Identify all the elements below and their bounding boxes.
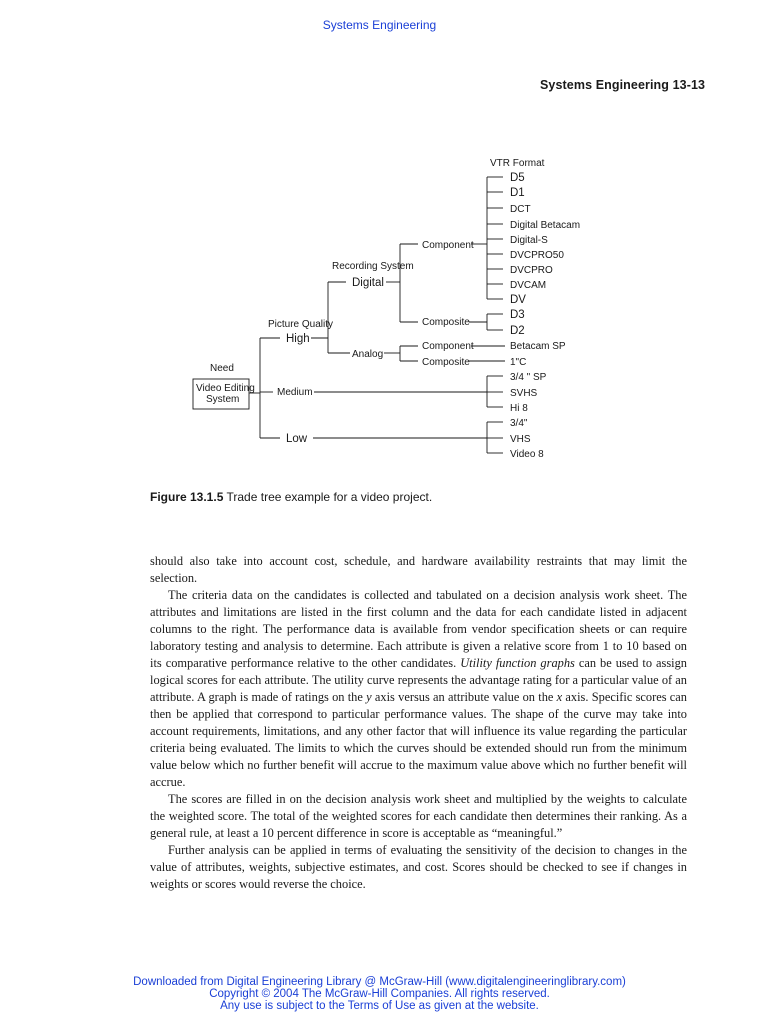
y-variable: y xyxy=(366,690,372,704)
svg-text:D3: D3 xyxy=(510,309,525,321)
format-digital-betacam xyxy=(487,220,580,231)
format-d2 xyxy=(487,325,525,337)
format-d3 xyxy=(487,309,525,321)
trade-tree-figure xyxy=(0,0,759,480)
format-dvcam xyxy=(487,280,546,291)
svg-text:DVCPRO50: DVCPRO50 xyxy=(510,250,564,261)
footer-copyright: Copyright © 2004 The McGraw-Hill Companies. All rights reserved. xyxy=(209,988,550,1000)
running-head: Systems Engineering 13-13 xyxy=(540,78,706,92)
svg-text:Video 8: Video 8 xyxy=(510,449,544,460)
analog-component-label: Component xyxy=(422,341,474,352)
svg-text:Digital Betacam: Digital Betacam xyxy=(510,220,581,231)
x-variable: x xyxy=(556,690,563,704)
svg-text:Digital-S: Digital-S xyxy=(510,235,548,246)
format-vhs xyxy=(487,434,531,445)
format-hi8 xyxy=(487,403,528,414)
svg-text:Betacam SP: Betacam SP xyxy=(510,341,566,352)
footer xyxy=(0,976,759,1012)
format-d1 xyxy=(487,187,525,199)
svg-text:DV: DV xyxy=(510,294,526,306)
paragraph-1: should also take into account cost, schedule, and hardware availability restraints that may limit the selection. xyxy=(150,554,687,585)
footer-download-link[interactable]: Downloaded from Digital Engineering Library @ McGraw-Hill (www.digitalengineeringlibrary.com) xyxy=(133,976,626,988)
format-3-4 xyxy=(487,418,528,429)
analog-label: Analog xyxy=(352,349,384,360)
format-3-4-sp xyxy=(487,372,547,383)
paragraph-4: Further analysis can be applied in terms of evaluating the sensitivity of the decision to changes in the value of attributes, weights, subjective estimates, and cost. Scores should be checked to see if changes in weights or scores would reverse the choice. xyxy=(150,843,687,891)
format-digital-s xyxy=(487,235,548,246)
svg-text:Hi 8: Hi 8 xyxy=(510,403,528,414)
analog-composite-label: Composite xyxy=(422,357,470,368)
paragraph-3: The scores are filled in on the decision analysis work sheet and multiplied by the weights to calculate the weighted score. The total of the weighted scores for each candidate then determines their ranking. As a general rule, at least a 10 percent difference in score is acceptable as “meaningful.” xyxy=(150,792,687,840)
format-video8 xyxy=(487,449,544,460)
figure-caption xyxy=(150,490,432,504)
format-dvcpro50 xyxy=(487,250,564,261)
digital-label: Digital xyxy=(352,277,384,289)
paragraph-2-b: can be used to assign logical scores for each attribute. The utility curve represents the advantage rating for a particular value of an attribute. A graph is made of ratings on the xyxy=(150,656,687,704)
footer-terms-link[interactable]: Any use is subject to the Terms of Use as given at the website. xyxy=(220,1000,539,1012)
format-dv xyxy=(487,294,526,306)
format-dct xyxy=(487,204,531,215)
paragraph-2-a: The criteria data on the candidates is collected and tabulated on a decision analysis work sheet. The attributes and limitations are listed in the first column and the data for each candidate listed in adjacent columns to the right. The performance data is available from vendor specification sheets or can require laboratory testing and analysis to determine. Each attribute is given a relative score from 1 to 10 based on its comparative performance relative to the other candidates. xyxy=(150,588,687,670)
need-box-line2: System xyxy=(206,394,240,405)
svg-text:D2: D2 xyxy=(510,325,525,337)
need-label: Need xyxy=(210,363,234,374)
svg-text:1"C: 1"C xyxy=(510,357,527,368)
format-betacam-sp xyxy=(510,341,566,352)
svg-text:VHS: VHS xyxy=(510,434,531,445)
format-svhs xyxy=(487,388,538,399)
paragraph-2-c: axis versus an attribute value on the xyxy=(374,690,554,704)
paragraph-2 xyxy=(150,587,687,791)
utility-function-graphs-term: Utility function graphs xyxy=(460,656,575,670)
high-label: High xyxy=(286,333,310,345)
digital-composite-label: Composite xyxy=(422,317,470,328)
figure-caption-text: Trade tree example for a video project. xyxy=(226,490,433,504)
svg-text:D1: D1 xyxy=(510,187,525,199)
svg-text:DVCPRO: DVCPRO xyxy=(510,265,553,276)
svg-text:DCT: DCT xyxy=(510,204,531,215)
format-1c xyxy=(510,357,526,368)
format-d5 xyxy=(487,172,525,184)
svg-text:SVHS: SVHS xyxy=(510,388,538,399)
svg-text:D5: D5 xyxy=(510,172,525,184)
recording-system-label: Recording System xyxy=(332,261,414,272)
body-text xyxy=(150,553,687,893)
paragraph-2-d: axis. Specific scores can then be applied that correspond to particular performance values. The shape of the curve may take into account requirements, limitations, and any other factor that will influence its value regarding the particular criteria being evaluated. The limits to which the curves should be extended should run from the minimum value below which no further benefit will accrue to the maximum value above which no further benefit will accrue. xyxy=(150,690,687,789)
picture-quality-label: Picture Quality xyxy=(268,319,334,330)
digital-component-label: Component xyxy=(422,240,474,251)
low-label: Low xyxy=(286,433,308,445)
svg-text:DVCAM: DVCAM xyxy=(510,280,547,291)
svg-text:3/4": 3/4" xyxy=(510,418,528,429)
medium-label: Medium xyxy=(277,387,313,398)
vtr-format-label: VTR Format xyxy=(490,158,545,169)
need-box-line1: Video Editing xyxy=(196,383,255,394)
figure-caption-label: Figure 13.1.5 xyxy=(150,490,224,504)
format-dvcpro xyxy=(487,265,553,276)
top-link-systems-engineering[interactable]: Systems Engineering xyxy=(322,18,437,32)
svg-text:3/4 " SP: 3/4 " SP xyxy=(510,372,547,383)
